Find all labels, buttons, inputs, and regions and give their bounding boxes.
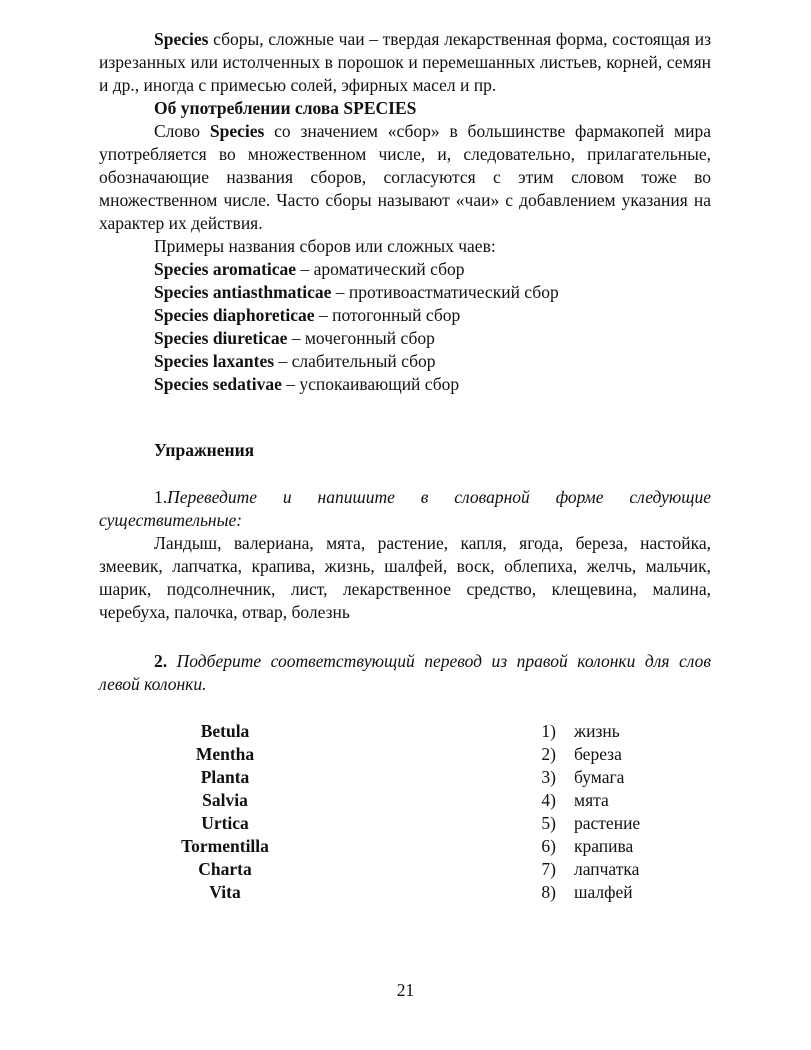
example-latin: Species diaphoreticae (154, 305, 315, 325)
translation-item (530, 858, 640, 881)
exercise-1-instruction (99, 486, 711, 532)
item-number: 7) (541, 859, 556, 879)
latin-word: Mentha (195, 744, 255, 764)
translation-word: жизнь (574, 721, 620, 741)
example-item (154, 258, 711, 281)
translation-item (530, 812, 640, 835)
example-item (154, 373, 711, 396)
example-latin: Species diureticae (154, 328, 288, 348)
latin-word: Charta (198, 859, 252, 879)
translation-word: шалфей (574, 882, 633, 902)
translation-word: бумага (574, 767, 625, 787)
item-number: 1) (541, 721, 556, 741)
latin-word: Planta (200, 767, 250, 787)
translation-word: растение (574, 813, 641, 833)
example-translation: – ароматический сбор (296, 259, 465, 279)
example-latin: Species laxantes (154, 351, 275, 371)
example-translation: – противоастматический сбор (331, 282, 559, 302)
item-number: 2) (541, 744, 556, 764)
usage-text-post: со значением «сбор» в большинстве фармакопей мира употребляется во множественном числе, и, следовательно, прилагательные, обозначающие названия сборов, согласуются с этим словом тоже во множественном числе. Часто сборы называют «чаи» с добавлением указания на характер их действия. (99, 121, 711, 233)
item-number: 3) (541, 767, 556, 787)
examples-list (154, 258, 711, 396)
intro-paragraph (99, 28, 711, 97)
example-latin: Species sedativae (154, 374, 282, 394)
usage-heading: Об употреблении слова SPECIES (154, 98, 417, 118)
example-translation: – успокаивающий сбор (281, 374, 460, 394)
exercises-title: Упражнения (154, 440, 255, 460)
examples-intro: Примеры названия сборов или сложных чаев: (154, 236, 496, 256)
example-translation: – мочегонный сбор (287, 328, 435, 348)
latin-word: Urtica (201, 813, 249, 833)
intro-section (99, 28, 711, 396)
example-latin: Species aromaticae (154, 259, 297, 279)
usage-paragraph (99, 120, 711, 235)
translation-word: береза (574, 744, 622, 764)
translation-column (530, 720, 640, 904)
exercise-1-words: Ландыш, валериана, мята, растение, капля, ягода, береза, настойка, змеевик, лапчатка, крапива, жизнь, шалфей, воск, облепиха, желчь, мальчик, шарик, подсолнечник, лист, лекарственное средство, клещевина, малина, черебуха, палочка, отвар, болезнь (99, 533, 711, 622)
item-number: 5) (541, 813, 556, 833)
translation-word: крапива (574, 836, 634, 856)
translation-item (530, 743, 640, 766)
latin-word: Betula (200, 721, 250, 741)
example-item (154, 350, 711, 373)
latin-word: Salvia (202, 790, 248, 810)
example-item (154, 327, 711, 350)
example-item (154, 281, 711, 304)
intro-text: сборы, сложные чаи – твердая лекарственная форма, состоящая из изрезанных или истолченных в порошок и перемешанных листьев, корней, семян и др., иногда с примесью солей, эфирных масел и пр. (99, 29, 711, 95)
translation-item (530, 766, 640, 789)
latin-column (150, 720, 300, 904)
example-latin: Species antiasthmaticae (154, 282, 332, 302)
exercise-1-text: Переведите и напишите в словарной форме следующие существительные: (99, 487, 711, 530)
exercise-2-text: Подберите соответствующий перевод из правой колонки для слов левой колонки. (99, 651, 711, 694)
latin-word: Vita (209, 882, 241, 902)
exercise-1-number: 1. (154, 487, 168, 507)
usage-text-pre: Слово (154, 121, 210, 141)
translation-word: лапчатка (574, 859, 640, 879)
translation-item (530, 789, 640, 812)
example-translation: – потогонный сбор (314, 305, 461, 325)
page-number: 21 (396, 980, 415, 1000)
translation-item (530, 881, 640, 904)
latin-word: Tormentilla (181, 836, 269, 856)
item-number: 4) (541, 790, 556, 810)
item-number: 6) (541, 836, 556, 856)
translation-item (530, 835, 640, 858)
example-translation: – слабительный сбор (274, 351, 436, 371)
exercise-1 (99, 486, 711, 624)
exercise-2 (99, 650, 711, 696)
intro-term: Species (154, 29, 209, 49)
usage-term: Species (209, 121, 265, 141)
example-item (154, 304, 711, 327)
item-number: 8) (541, 882, 556, 902)
exercise-2-instruction (99, 650, 711, 696)
translation-word: мята (574, 790, 609, 810)
exercise-2-number: 2. (154, 651, 168, 671)
translation-item (530, 720, 640, 743)
